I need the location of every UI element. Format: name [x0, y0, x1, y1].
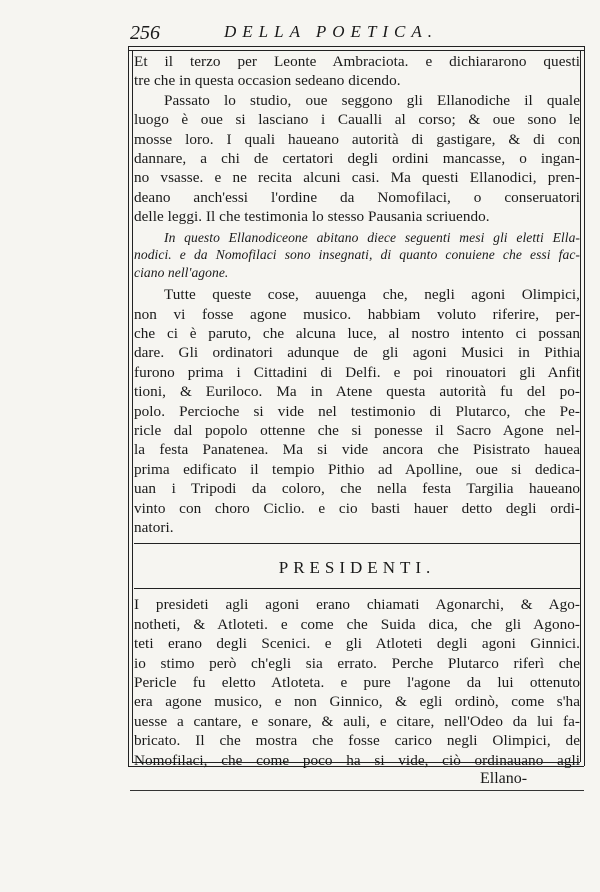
frame-rule: [132, 50, 133, 762]
text-line: ricle dal popolo ottenne che si ponesse il Sacro Agone nel-: [134, 422, 580, 439]
page-number: 256: [130, 22, 160, 44]
text-line: vinto con choro Ciclio. e cio basti hauer detto degli ordi-: [134, 499, 580, 517]
frame-rule: [128, 50, 584, 51]
text-line: Passato lo studio, oue seggono gli Ellanodiche il quale: [164, 91, 580, 109]
text-line: tre che in questa occasion sedeano dicendo.: [134, 72, 401, 90]
text-line: non vi fosse agone musico. habbiam voluto riferire, per-: [134, 305, 580, 323]
text-line: ciano nell'agone.: [134, 264, 229, 280]
text-line: delle leggi. Il che testimonia lo stesso Pausania scriuendo.: [134, 208, 490, 226]
text-line: no vsasse. e ne recita alcuni casi. Ma questi Ellanodici, pren-: [134, 169, 580, 187]
frame-rule: [128, 46, 129, 766]
text-line: furono prima i Cittadini di Delfi. e poi rinouatori gli Anfit: [134, 363, 580, 381]
text-line: Et il terzo per Leonte Ambraciota. e dichiararono questi: [134, 53, 580, 70]
section-rule: [134, 588, 580, 589]
section-rule: [134, 543, 580, 544]
frame-rule: [584, 46, 585, 766]
running-head: DELLA POETICA.: [224, 22, 439, 41]
text-body: [134, 52, 580, 770]
text-line: In questo Ellanodiceone abitano diece seguenti mesi gli eletti Ella-: [164, 229, 580, 245]
text-line: polo. Percioche si vide nel testimonio di Plutarco, che Pe-: [134, 402, 580, 420]
frame-rule: [580, 50, 581, 762]
section-heading: PRESIDENTI.: [278, 558, 436, 578]
page-header: [130, 20, 580, 44]
paragraph: [134, 595, 580, 770]
text-line: uan i Tripodi da coloro, che nella festa Targilia haueano: [134, 480, 580, 498]
text-line: deano anch'essi l'ordine da Nomofilaci, o conseruatori: [134, 188, 580, 206]
text-line: notheti, & Atloteti. e come che Suida dica, che gli Agono-: [134, 615, 580, 633]
text-line: I presideti agli agoni erano chiamati Agonarchi, & Ago-: [134, 596, 580, 614]
text-line: tioni, & Euriloco. Ma in Atene questa autorità fu del po-: [134, 383, 580, 401]
text-line: che ci è paruto, che alcuna luce, al nostro intento ci possan: [134, 324, 580, 342]
frame-rule: [128, 46, 584, 47]
catchword: Ellano-: [480, 770, 528, 787]
text-line: dare. Gli ordinatori adunque de gli agoni Musici in Pithia: [134, 344, 580, 362]
text-line: uesse a cantare, e sonare, & auli, e citare, nell'Odeo da lui fa-: [134, 712, 580, 730]
text-line: teti erano degli Scenici. e gli Atloteti degli agoni Ginnici.: [134, 635, 580, 653]
text-line: Tutte queste cose, auuenga che, negli agoni Olimpici,: [164, 286, 580, 304]
text-line: era agone musico, e non Ginnico, & egli ordinò, come s'ha: [134, 693, 580, 711]
text-line: prima edificato il tempio Pithio ad Apolline, oue si dedica-: [134, 460, 580, 478]
paragraph: [134, 91, 580, 227]
text-line: Pericle fu eletto Atloteta. e pure l'agone da lui ottenuto: [134, 674, 580, 692]
italic-quotation: [134, 229, 580, 282]
paragraph: [134, 285, 580, 537]
text-line: mosse loro. I quali haueano autorità di gastigare, & di con: [134, 130, 580, 148]
text-line: Nomofilaci, che come poco ha si vide, ciò ordinauano agli: [134, 751, 580, 769]
text-line: io stimo però ch'egli sia errato. Perche Plutarco riferì che: [134, 654, 580, 672]
text-line: natori.: [134, 519, 174, 537]
bottom-rule: [130, 790, 584, 791]
text-line: bricato. Il che mostra che fosse carico negli Olimpici, de: [134, 732, 580, 750]
text-line: luogo è oue si lasciano i Caualli al corso; & oue sono le: [134, 111, 580, 129]
paragraph: [134, 52, 580, 91]
text-line: nodici. e da Nomofilaci sono insegnati, di quanto conuiene che essi fac-: [134, 247, 580, 263]
text-line: dannare, a chi de certatori degli ordini mancasse, o ingan-: [134, 150, 580, 168]
text-line: la festa Panatenea. Ma si vide ancora che Pisistrato hauea: [134, 441, 580, 459]
